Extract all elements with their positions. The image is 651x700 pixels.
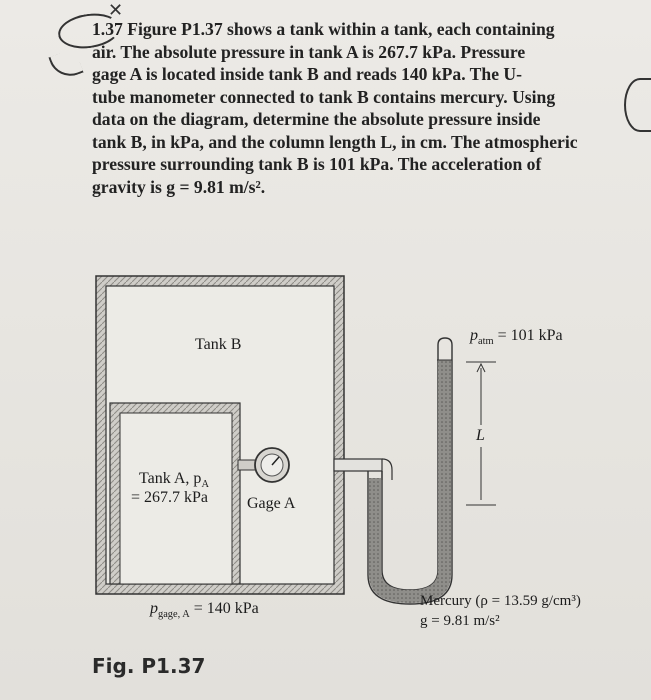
- tank-a-pressure: = 267.7 kPa: [131, 489, 209, 506]
- problem-line-8: gravity is g = 9.81 m/s².: [92, 176, 266, 197]
- tank-b-label: Tank B: [195, 336, 242, 353]
- problem-line-4: tube manometer connected to tank B contains mercury. Using: [92, 86, 556, 107]
- column-length-label: L: [476, 427, 485, 444]
- atmospheric-pressure-label: $p_{atm} = 101$ kPa: [470, 327, 563, 348]
- gage-pressure-label: $p_{gage, A} = 140$ kPa: [150, 600, 259, 621]
- gage-a-label: Gage A: [247, 495, 296, 512]
- problem-line-7: pressure surrounding tank B is 101 kPa. The acceleration of: [92, 154, 542, 174]
- problem-line-2: air. The absolute pressure in tank A is 267.7 kPa. Pressure: [92, 41, 526, 62]
- problem-line-3: gage A is located inside tank B and reads 140 kPa. The U-: [92, 64, 522, 84]
- figure-caption: Fig. P1.37: [92, 654, 206, 678]
- problem-line-5: data on the diagram, determine the absolute pressure inside: [92, 109, 541, 129]
- handwritten-arrow-icon: ✕: [108, 0, 124, 21]
- problem-line-6: tank B, in kPa, and the column length L, in cm. The atmospheric: [92, 131, 578, 152]
- problem-line-1: 1.37 Figure P1.37 shows a tank within a tank, each containing: [92, 19, 555, 39]
- tank-a-label: Tank A, $p_A$: [139, 470, 209, 491]
- problem-number: 1.37: [92, 19, 123, 39]
- mercury-density-label: Mercury (ρ = 13.59 g/cm³): [420, 593, 581, 609]
- gravity-label: g = 9.81 m/s²: [420, 613, 500, 629]
